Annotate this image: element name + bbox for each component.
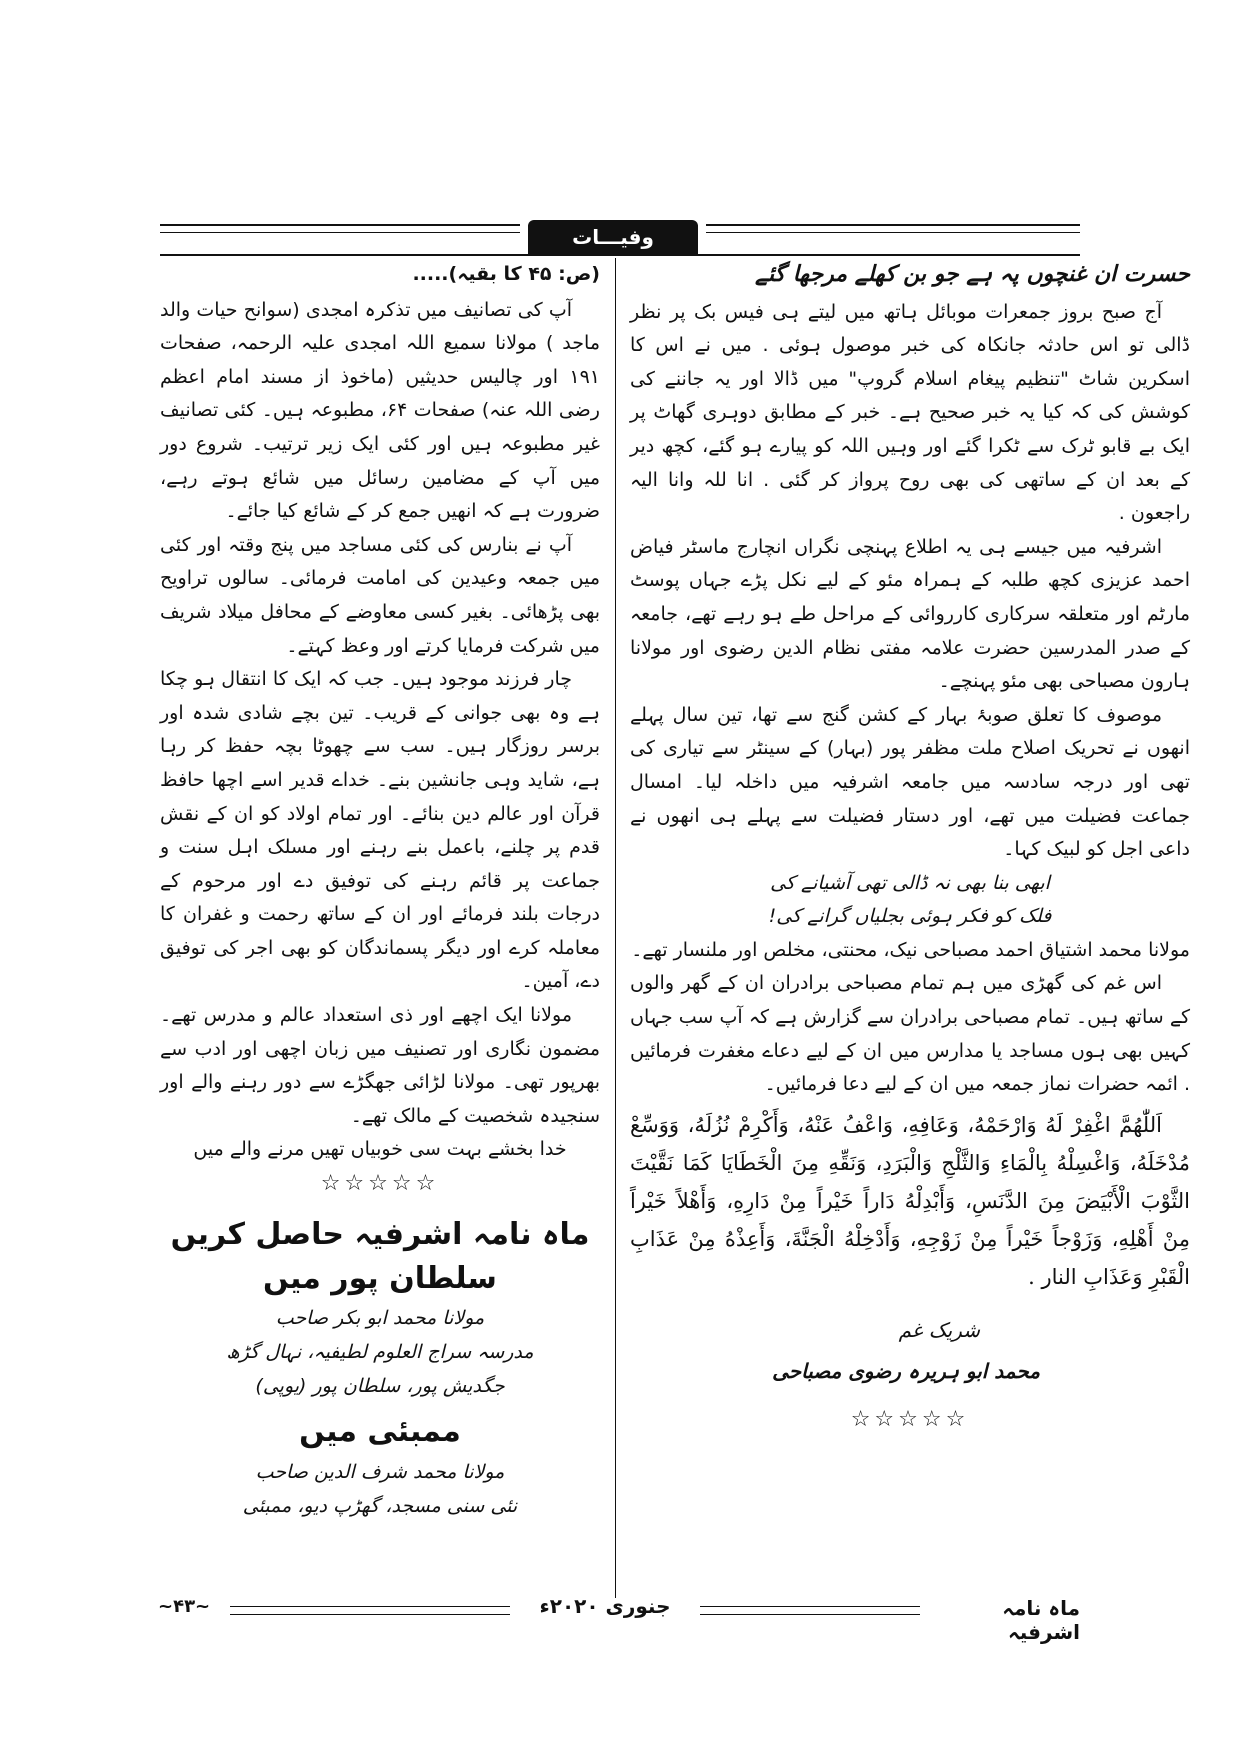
promo-city-heading: سلطان پور میں — [263, 1260, 497, 1296]
stars-divider: ☆☆☆☆☆ — [850, 1407, 970, 1433]
header-rule-right-2 — [706, 232, 1080, 233]
closing-line: خدا بخشے بہت سی خوبیاں تھیں مرنے والے میں — [193, 1138, 567, 1161]
paragraph: اشرفیہ میں جیسے ہی یہ اطلاع پہنچی نگراں انچارج ماسٹر فیاض احمد عزیزی کچھ طلبہ کے ہمراہ مئو کے لیے نکل پڑے جہاں پوسٹ مارٹم اور متعلقہ سرکاری کارروائی کے مراحل طے ہو رہے تھے، جامعہ کے صدر المدرسین حضرت علامہ مفتی نظام الدین رضوی اور مولانا ہارون مصباحی بھی مئو پہنچے۔ — [630, 535, 1190, 693]
paragraph: چار فرزند موجود ہیں۔ جب کہ ایک کا انتقال ہو چکا ہے وہ بھی جوانی کے قریب۔ تین بچے شادی شدہ اور برسر روزگار ہیں۔ سب سے چھوٹا بچہ حفظ کر رہا ہے، شاید وہی جانشین بنے۔ خداے قدیر اسے اچھا حافظ قرآن اور عالم دین بنائے۔ اور تمام اولاد کو ان کے نقش قدم پر چلنے، باعمل بنے رہنے اور مسلک اہل سنت و جماعت پر قائم رہنے کی توفیق دے اور مرحوم کے درجات بلند فرمائے اور ان کے ساتھ رحمت و غفران کا معاملہ کرے اور دیگر پسماندگان کو بھی اجر کی توفیق دے، آمین۔ — [160, 668, 600, 993]
signature-label: شریک غم — [898, 1317, 980, 1342]
header-underline — [160, 254, 1080, 256]
promo-heading: ماہ نامہ اشرفیہ حاصل کریں — [170, 1216, 590, 1252]
column-divider — [615, 258, 616, 1598]
dua-text: اَللّٰهُمَّ اغْفِرْ لَهُ وَارْحَمْهُ، وَعَافِهِ، وَاعْفُ عَنْهُ، وَأَكْرِمْ نُزُلَهُ، وَوَسِّعْ مُدْخَلَهُ، وَاغْسِلْهُ بِالْمَاءِ وَالثَّلْجِ وَالْبَرَدِ، وَنَقِّهِ مِنَ الْخَطَايَا كَمَا نَقَّيْتَ الثَّوْبَ الْأَبْيَضَ مِنَ الدَّنَسِ، وَأَبْدِلْهُ دَاراً خَيْراً مِنْ دَارِهِ، وَأَهْلاً خَيْراً مِنْ أَهْلِهِ، وَزَوْجاً خَيْراً مِنْ زَوْجِهِ، وَأَدْخِلْهُ الْجَنَّةَ، وَأَعِذْهُ مِنْ عَذَابِ الْقَبْرِ وَعَذَابِ النار . — [630, 1112, 1190, 1289]
paragraph: مولانا محمد اشتیاق احمد مصباحی نیک، محنتی، مخلص اور ملنسار تھے۔ — [631, 938, 1190, 961]
footer-rule-left — [230, 1606, 510, 1607]
paragraph: اس غم کی گھڑی میں ہم تمام مصباحی برادران ان کے گھر والوں کے ساتھ ہیں۔ تمام مصباحی برادران سے گزارش ہے کہ آپ سب جہاں کہیں بھی ہوں مساجد یا مدارس میں ان کے لیے دعاے مغفرت فرمائیں . ائمہ حضرات نماز جمعہ میں ان کے لیے دعا فرمائیں۔ — [630, 972, 1190, 1096]
header-rule-left-2 — [160, 232, 520, 233]
right-column — [630, 258, 1190, 1437]
header-rule-right — [706, 224, 1080, 226]
signature-name: محمد ابو ہریرہ رضوی مصباحی — [772, 1359, 1040, 1384]
stars-divider: ☆☆☆☆☆ — [320, 1171, 440, 1197]
promo-address-line: مدرسہ سراج العلوم لطیفیہ، نہال گڑھ — [226, 1340, 534, 1363]
promo-city-heading: ممبئی میں — [299, 1413, 461, 1449]
footer-issue-date: جنوری ۲۰۲۰ء — [539, 1594, 671, 1618]
paragraph: آج صبح بروز جمعرات موبائل ہاتھ میں لیتے ہی فیس بک پر نظر ڈالی تو اس حادثہ جانکاہ کی خبر موصول ہوئی . میں نے اس کا اسکرین شاٹ "تنظیم پیغام اسلام گروپ" میں ڈالا اور یہ جاننے کی کوشش کی کہ کیا یہ خبر صحیح ہے۔ خبر کے مطابق دوہری گھاٹ پر ایک بے قابو ٹرک سے ٹکرا گئے اور وہیں اللہ کو پیارے ہو گئے، کچھ دیر کے بعد ان کے ساتھی کی بھی روح پرواز کر گئی . انا للہ وانا الیہ راجعون . — [630, 300, 1190, 525]
paragraph: آپ کی تصانیف میں تذکرہ امجدی (سوانح حیات والد ماجد ) مولانا سمیع اللہ امجدی علیہ الرحمہ، صفحات ۱۹۱ اور چالیس حدیثیں (ماخوذ از مسند امام اعظم رضی اللہ عنہ) صفحات ۶۴، مطبوعہ ہیں۔ کئی تصانیف غیر مطبوعہ ہیں اور کئی ایک زیر ترتیب۔ شروع دور میں آپ کے مضامین رسائل میں شائع ہوتے رہے، ضرورت ہے کہ انھیں جمع کر کے شائع کیا جائے۔ — [160, 298, 600, 523]
verse-line: فلک کو فکر ہوئی بجلیاں گرانے کی! — [768, 905, 1052, 928]
footer-rule-right-2 — [700, 1614, 920, 1615]
article-title: حسرت ان غنچوں پہ ہے جو بن کھلے مرجھا گئے — [755, 262, 1190, 287]
promo-address-line: مولانا محمد شرف الدین صاحب — [255, 1460, 505, 1483]
page-number: ~۴۳~ — [158, 1596, 211, 1617]
paragraph: مولانا ایک اچھے اور ذی استعداد عالم و مدرس تھے۔ مضمون نگاری اور تصنیف میں زبان اچھی اور ادب سے بھرپور تھی۔ مولانا لڑائی جھگڑے سے دور رہنے والے اور سنجیدہ شخصیت کے مالک تھے۔ — [160, 1004, 600, 1127]
footer-magazine-name: ماہ نامہ اشرفیہ — [1002, 1596, 1080, 1644]
footer-rule-right — [700, 1606, 920, 1607]
verse-line: ابھی بنا بھی نہ ڈالی تھی آشیانے کی — [770, 871, 1050, 894]
paragraph: موصوف کا تعلق صوبۂ بہار کے کشن گنج سے تھا، تین سال پہلے انھوں نے تحریک اصلاح ملت مظفر پور (بہار) کے سینٹر سے تیاری کی تھی اور درجہ سادسہ میں جامعہ اشرفیہ میں داخلہ لیا۔ امسال جماعت فضیلت میں تھے، اور دستار فضیلت سے پہلے ہی انھوں نے داعی اجل کو لبیک کہا۔ — [630, 703, 1190, 861]
promo-address-line: نئی سنی مسجد، گھڑپ دیو، ممبئی — [242, 1494, 518, 1517]
promo-address-line: جگدیش پور، سلطان پور (یوپی) — [255, 1374, 505, 1397]
continuation-label: (ص: ۴۵ کا بقیہ)..... — [412, 263, 600, 285]
footer-rule-left-2 — [230, 1614, 510, 1615]
header-rule-left — [160, 224, 520, 226]
paragraph: آپ نے بنارس کی کئی مساجد میں پنج وقتہ اور کئی میں جمعہ وعیدین کی امامت فرمائی۔ سالوں تراویح بھی پڑھائی۔ بغیر کسی معاوضے کے محافل میلاد شریف میں شرکت فرمایا کرتے اور وعظ کہتے۔ — [160, 533, 600, 657]
section-label: وفیـــات — [528, 220, 698, 254]
promo-address-line: مولانا محمد ابو بکر صاحب — [275, 1306, 485, 1329]
left-column — [160, 258, 600, 1523]
